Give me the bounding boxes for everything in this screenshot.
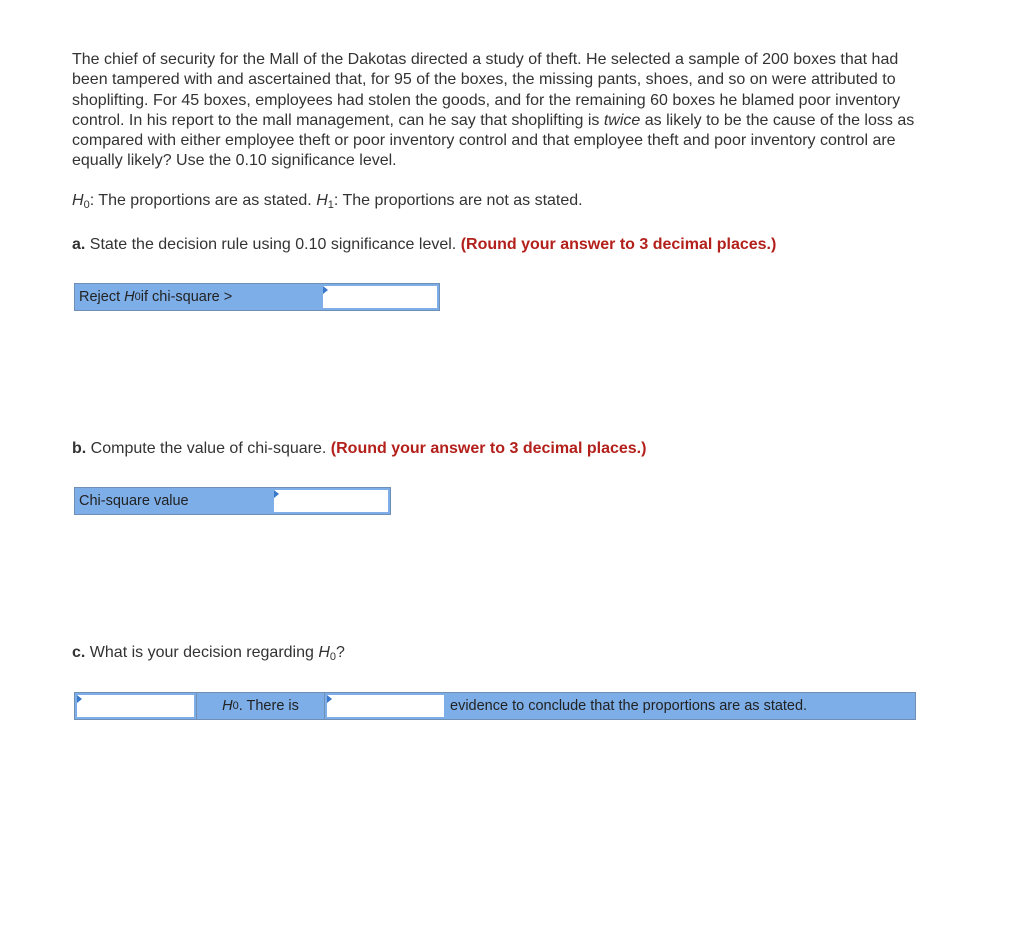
- part-c-symbol: H: [318, 644, 330, 661]
- part-b-text: Compute the value of chi-square.: [86, 440, 331, 457]
- reject-symbol: H: [124, 289, 135, 305]
- part-c-subscript: 0: [329, 651, 337, 663]
- conclusion-label: evidence to conclude that the proportions are as stated.: [446, 693, 915, 719]
- h1-symbol: H: [316, 192, 328, 209]
- h0-text: : The proportions are as stated.: [89, 192, 317, 209]
- part-b-answer-row: [74, 487, 391, 515]
- part-b-note: (Round your answer to 3 decimal places.): [330, 440, 647, 457]
- mid-symbol: H: [222, 698, 233, 714]
- part-c-label: c.: [72, 644, 86, 661]
- mid-text: . There is: [238, 698, 299, 714]
- part-a-question: [72, 236, 776, 254]
- part-a-row-label: Reject H 0 if chi-square >: [75, 284, 321, 310]
- reject-suffix: if chi-square >: [140, 289, 233, 305]
- part-a-answer-row: [74, 283, 440, 311]
- chi-square-input[interactable]: [274, 490, 388, 512]
- part-a-text: State the decision rule using 0.10 significance level.: [85, 236, 461, 253]
- decision-input[interactable]: [77, 695, 194, 717]
- answer-flag-icon: [323, 286, 328, 294]
- decision-field: [75, 693, 196, 719]
- part-c-answer-row: [74, 692, 916, 720]
- part-a-label: a.: [72, 236, 86, 253]
- h0-subscript: 0: [83, 199, 90, 211]
- reject-prefix: Reject: [79, 289, 121, 305]
- part-c-text: What is your decision regarding: [85, 644, 319, 661]
- problem-text-1: The chief of security for the Mall of the Dakotas directed a study of theft. He selected a sample of 200 boxes that had been tampered with and ascertained that, for 95 of the boxes, the missing pants, shoes, and so on were attributed to shoplifting. For 45 boxes, employees had stolen the goods, and for the remaining 60 boxes he blamed poor inventory control. In his report to the mall management, can he say that shoplifting is: [72, 51, 901, 129]
- problem-statement: [72, 50, 922, 172]
- chi-square-field: [272, 488, 390, 514]
- h1-subscript: 1: [327, 199, 334, 211]
- part-c-question-end: ?: [336, 644, 345, 661]
- h0-symbol: H: [72, 192, 84, 209]
- part-b-row-label: Chi-square value: [75, 488, 272, 514]
- decision-mid-label: H 0 . There is: [196, 693, 325, 719]
- problem-emphasis: twice: [603, 111, 641, 129]
- hypotheses: [72, 192, 583, 210]
- evidence-input[interactable]: [327, 695, 444, 717]
- critical-value-field: [321, 284, 439, 310]
- part-a-note: (Round your answer to 3 decimal places.): [460, 236, 777, 253]
- part-c-question: [72, 644, 345, 662]
- answer-flag-icon: [327, 695, 332, 703]
- answer-flag-icon: [274, 490, 279, 498]
- critical-value-input[interactable]: [323, 286, 437, 308]
- h1-text: : The proportions are not as stated.: [333, 192, 583, 209]
- evidence-field: [325, 693, 446, 719]
- part-b-label: b.: [72, 440, 87, 457]
- part-b-question: [72, 440, 646, 458]
- answer-flag-icon: [77, 695, 82, 703]
- problem-text-2: as likely to be the cause of the loss as compared with either employee theft or poor inventory control and that employee theft and poor inventory control are equally likely? Use the 0.10 significance level.: [72, 111, 915, 170]
